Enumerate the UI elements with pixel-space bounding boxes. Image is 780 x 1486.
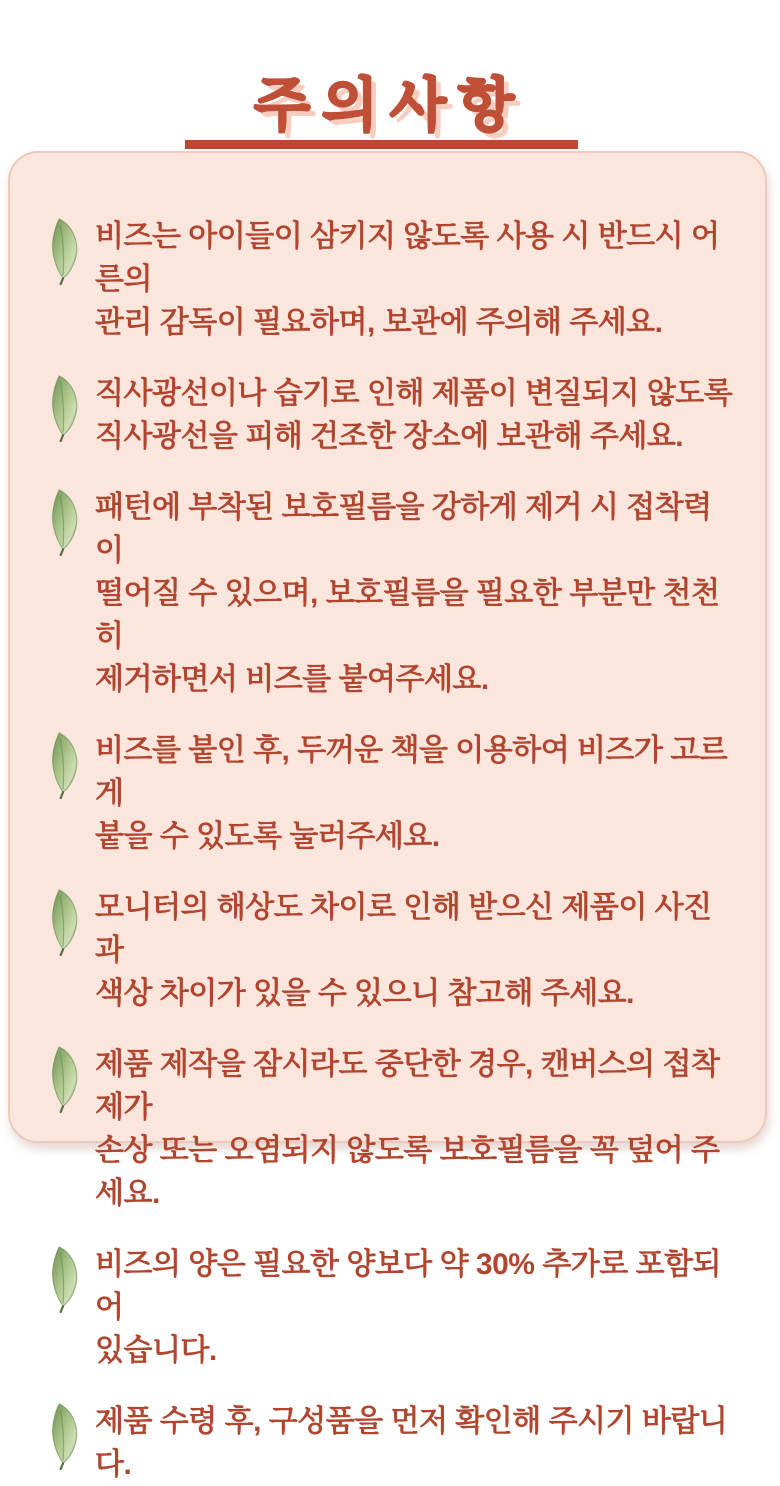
title-underline	[185, 140, 578, 149]
notice-text: 패턴에 부착된 보호필름을 강하게 제거 시 접착력이 떨어질 수 있으며, 보호필름을 필요한 부분만 천천히 제거하면서 비즈를 붙여주세요.	[95, 491, 720, 696]
notice-text: 비즈를 붙인 후, 두꺼운 책을 이용하여 비즈가 고르게 붙을 수 있도록 눌러주세요.	[95, 734, 728, 853]
notice-text: 모니터의 해상도 차이로 인해 받으신 제품이 사진과 색상 차이가 있을 수 있으니 참고해 주세요.	[95, 891, 712, 1010]
notice-text: 직사광선이나 습기로 인해 제품이 변질되지 않도록 직사광선을 피해 건조한 장소에 보관해 주세요.	[95, 377, 733, 453]
list-item	[46, 1243, 735, 1372]
notice-panel	[8, 151, 767, 1481]
list-item	[46, 886, 735, 1015]
page-title: 주의사항	[253, 73, 527, 138]
list-item	[46, 1400, 735, 1486]
leaf-icon	[46, 1245, 86, 1313]
leaf-icon	[46, 217, 86, 285]
leaf-icon	[46, 888, 86, 956]
notice-list	[46, 215, 735, 1486]
leaf-icon	[46, 731, 86, 799]
notice-text: 비즈의 양은 필요한 양보다 약 30% 추가로 포함되어 있습니다.	[95, 1248, 722, 1367]
title-header	[0, 0, 780, 136]
list-item	[46, 372, 735, 458]
leaf-icon	[46, 488, 86, 556]
notice-text: 제품 제작을 잠시라도 중단한 경우, 캔버스의 접착제가 손상 또는 오염되지 않도록 보호필름을 꼭 덮어 주세요.	[95, 1048, 720, 1210]
leaf-icon	[46, 1045, 86, 1113]
list-item	[46, 215, 735, 344]
notice-text: 비즈는 아이들이 삼키지 않도록 사용 시 반드시 어른의 관리 감독이 필요하며, 보관에 주의해 주세요.	[95, 220, 720, 339]
leaf-icon	[46, 374, 86, 442]
leaf-icon	[46, 1402, 86, 1470]
list-item	[46, 729, 735, 858]
list-item	[46, 486, 735, 701]
notice-text: 제품 수령 후, 구성품을 먼저 확인해 주시기 바랍니다.	[95, 1405, 728, 1481]
list-item	[46, 1043, 735, 1215]
